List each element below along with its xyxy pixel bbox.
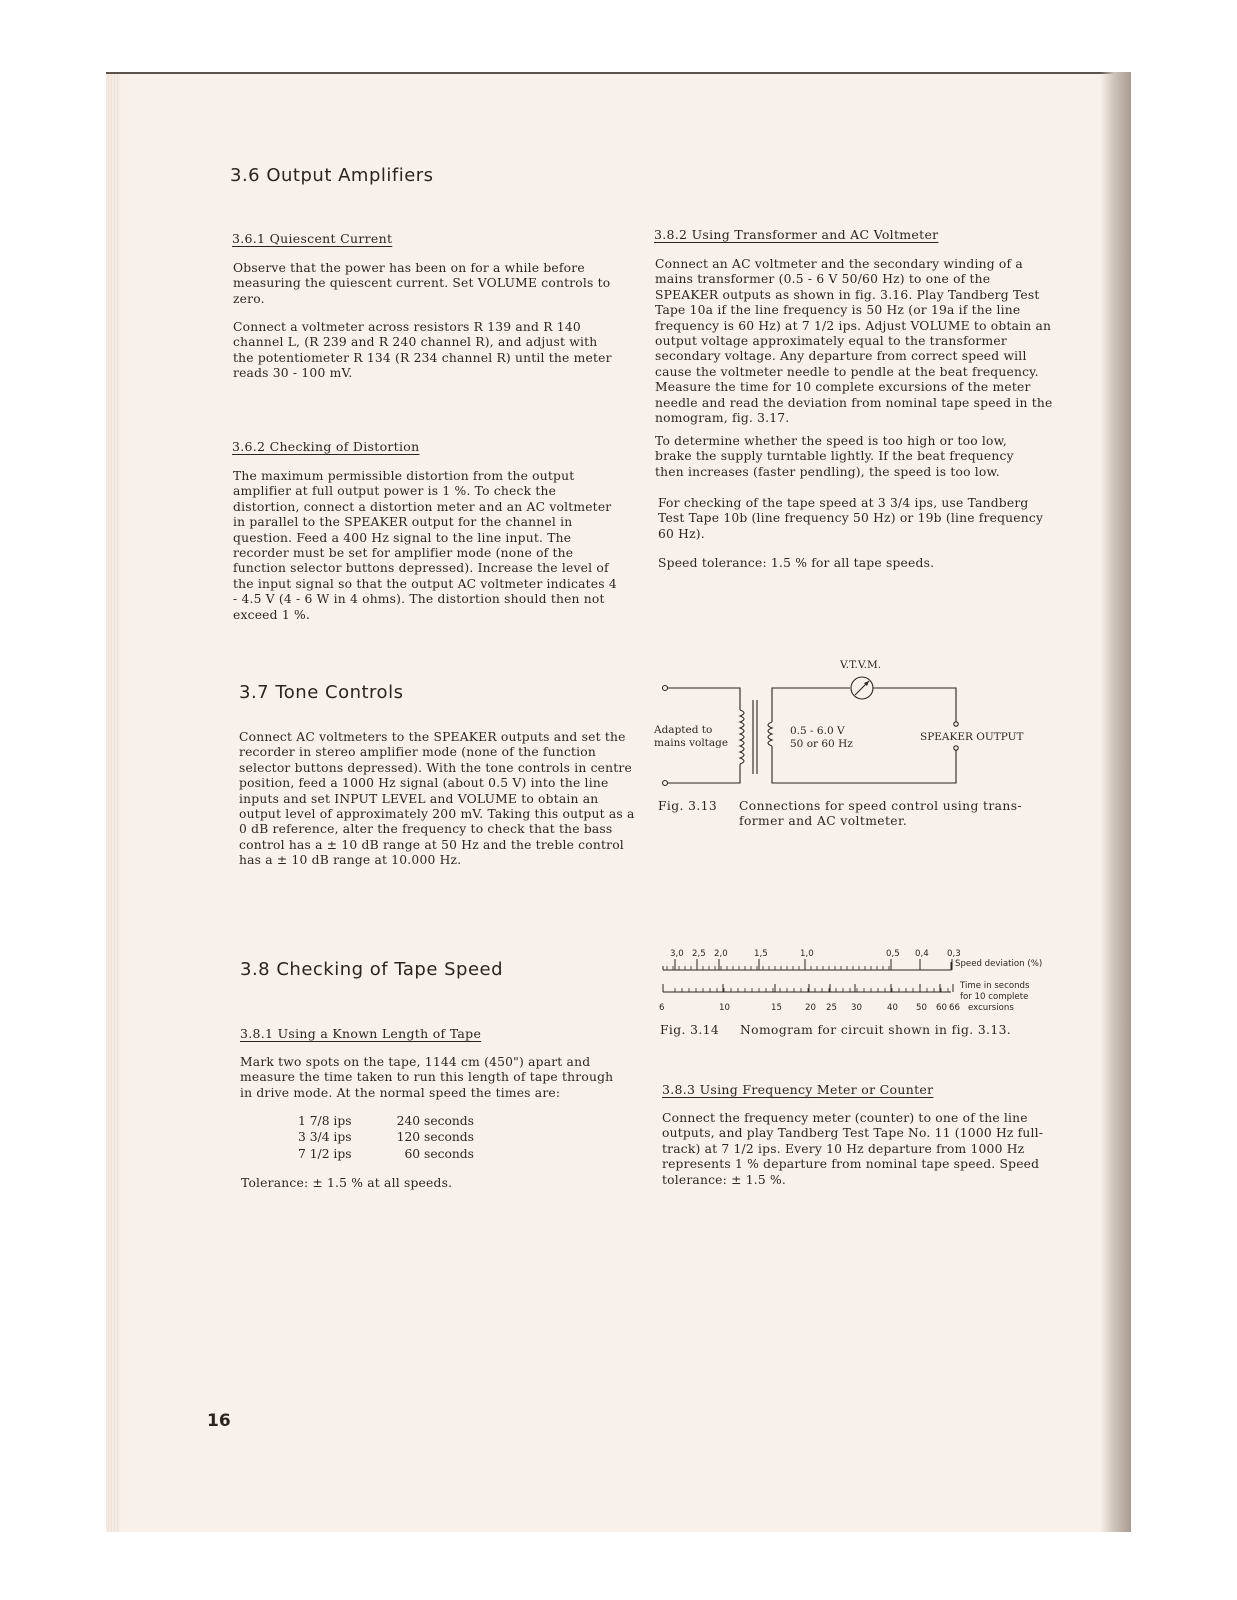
bottom-tick-label: 25 — [826, 1003, 837, 1013]
adapted-label-1: Adapted to — [654, 724, 713, 736]
input-terminal-top — [663, 686, 668, 691]
fig-3-13-caption-line1: Connections for speed control using trans- — [739, 799, 1022, 813]
paragraph-3-6-2: The maximum permissible distortion from the output amplifier at full output power is 1 %. To check the distortion, connect a distortion meter and an AC voltmeter in parallel to the SPEAKER output for the channel in question. Feed a 400 Hz signal to the line input. The recorder must be set for amplifier mode (none of the function selector buttons depressed). Increase the level of the input signal so that the output AC voltmeter indicates 4 - 4.5 V (4 - 6 W in 4 ohms). The distortion should then not exceed 1 %. — [233, 469, 617, 622]
speed-table — [298, 1114, 474, 1163]
fig-3-14-number: Fig. 3.14 — [660, 1023, 720, 1037]
primary-wire-top — [668, 688, 741, 710]
page-top-rule — [106, 72, 1131, 74]
bottom-tick-label: 6 — [659, 1003, 665, 1013]
output-terminal-top — [954, 722, 958, 726]
circuit-diagram — [650, 652, 1050, 797]
speed-cell: 3 3/4 ips — [298, 1130, 352, 1145]
speed-row — [298, 1114, 474, 1130]
page-edge — [106, 72, 120, 1532]
time-label-3: excursions — [968, 1003, 1014, 1013]
top-tick-label: 1,5 — [754, 949, 768, 959]
top-tick-label: 0,3 — [947, 949, 961, 959]
paragraph-3-8-3: Connect the frequency meter (counter) to one of the line outputs, and play Tandberg Test Tape No. 11 (1000 Hz full-track) at 7 1/2 ips. Every 10 Hz departure from 1000 Hz represents 1 % departure from nominal tape speed. Speed tolerance: ± 1.5 %. — [662, 1111, 1044, 1187]
primary-coil — [740, 710, 744, 764]
bottom-tick-label: 40 — [887, 1003, 898, 1013]
top-scale-line — [663, 962, 951, 970]
page-number: 16 — [207, 1411, 231, 1431]
fig-3-13-number: Fig. 3.13 — [658, 799, 718, 813]
time-cell: 120 seconds — [396, 1130, 474, 1145]
secondary-wire-bottom — [772, 746, 956, 783]
top-tick-label: 3,0 — [670, 949, 684, 959]
primary-wire-bottom — [668, 764, 741, 783]
top-tick-label: 0,4 — [915, 949, 929, 959]
bottom-tick-label: 15 — [771, 1003, 782, 1013]
bottom-tick-label: 66 — [949, 1003, 960, 1013]
voltage-label: 0.5 - 6.0 V — [790, 725, 845, 737]
input-terminal-bottom — [663, 781, 668, 786]
heading-3-7: 3.7 Tone Controls — [239, 682, 404, 703]
top-tick-label: 1,0 — [800, 949, 814, 959]
heading-3-8-1: 3.8.1 Using a Known Length of Tape — [240, 1026, 482, 1041]
bottom-tick-label: 10 — [719, 1003, 730, 1013]
paragraph-3-8-2-c: For checking of the tape speed at 3 3/4 ips, use Tandberg Test Tape 10b (line frequency 50 Hz) or 19b (line frequency 60 Hz). — [658, 496, 1044, 541]
paragraph-3-8-1: Mark two spots on the tape, 1144 cm (450") apart and measure the time taken to run this length of tape through in drive mode. At the normal speed the times are: — [240, 1055, 614, 1100]
paragraph-3-8-2-b: To determine whether the speed is too high or too low, brake the supply turntable lightly. If the beat frequency then increases (faster pendling), the speed is too low. — [655, 434, 1014, 479]
speed-cell: 1 7/8 ips — [298, 1114, 352, 1128]
nomogram — [655, 942, 1055, 1020]
speed-row — [298, 1130, 474, 1146]
heading-3-8: 3.8 Checking of Tape Speed — [240, 959, 504, 980]
speaker-output-label: SPEAKER OUTPUT — [920, 731, 1024, 743]
heading-3-8-2: 3.8.2 Using Transformer and AC Voltmeter — [654, 227, 939, 242]
paragraph-3-6-1-a: Observe that the power has been on for a while before measuring the quiescent current. Set VOLUME controls to zero. — [233, 261, 611, 306]
top-tick-label: 0,5 — [886, 949, 900, 959]
secondary-wire-top — [772, 688, 850, 722]
time-cell: 60 seconds — [404, 1146, 474, 1161]
speed-deviation-label: Speed deviation (%) — [955, 959, 1043, 969]
bottom-tick-label: 30 — [851, 1003, 862, 1013]
bottom-scale — [659, 984, 960, 1013]
secondary-coil — [768, 722, 772, 746]
frequency-label: 50 or 60 Hz — [790, 738, 853, 750]
output-wire-top — [873, 688, 956, 722]
top-tick-label: 2,5 — [692, 949, 706, 959]
paragraph-3-8-2-d: Speed tolerance: 1.5 % for all tape speeds. — [658, 556, 935, 570]
heading-3-6-1: 3.6.1 Quiescent Current — [232, 231, 393, 246]
tolerance-text: Tolerance: ± 1.5 % at all speeds. — [241, 1176, 453, 1190]
bottom-tick-label: 50 — [916, 1003, 927, 1013]
speed-cell: 7 1/2 ips — [298, 1146, 352, 1161]
binding-shadow — [1100, 72, 1131, 1532]
time-cell: 240 seconds — [396, 1114, 474, 1128]
heading-3-6: 3.6 Output Amplifiers — [230, 165, 434, 186]
output-terminal-bottom — [954, 746, 958, 750]
adapted-label-2: mains voltage — [654, 737, 729, 749]
paragraph-3-7: Connect AC voltmeters to the SPEAKER outputs and set the recorder in stereo amplifier mode (none of the function selector buttons depressed). With the tone controls in centre position, feed a 1000 Hz signal (about 0.5 V) into the line inputs and set INPUT LEVEL and VOLUME to obtain an output level of approximately 200 mV. Taking this output as a 0 dB reference, alter the frequency to check that the bass control has a ± 10 dB range at 50 Hz and the treble control has a ± 10 dB range at 10.000 Hz. — [239, 730, 635, 868]
paragraph-3-6-1-b: Connect a voltmeter across resistors R 139 and R 140 channel L, (R 239 and R 240 channel R), and adjust with the potentiometer R 134 (R 234 channel R) until the meter reads 30 - 100 mV. — [233, 320, 612, 381]
top-tick-label: 2,0 — [714, 949, 728, 959]
paragraph-3-8-2-a: Connect an AC voltmeter and the secondary winding of a mains transformer (0.5 - 6 V 50/60 Hz) to one of the SPEAKER outputs as shown in fig. 3.16. Play Tandberg Test Tape 10a if the line frequency is 50 Hz (or 19a if the line frequency is 60 Hz) at 7 1/2 ips. Adjust VOLUME to obtain an output voltage approximately equal to the transformer secondary voltage. Any departure from correct speed will cause the voltmeter needle to pendle at the beat frequency. Measure the time for 10 complete excursions of the meter needle and read the deviation from nominal tape speed in the nomogram, fig. 3.17. — [655, 257, 1053, 426]
bottom-tick-label: 20 — [805, 1003, 816, 1013]
time-label-1: Time in seconds — [960, 981, 1030, 991]
time-label-2: for 10 complete — [960, 992, 1029, 1002]
bottom-tick-label: 60 — [936, 1003, 947, 1013]
heading-3-8-3: 3.8.3 Using Frequency Meter or Counter — [662, 1082, 934, 1097]
top-scale — [663, 949, 961, 970]
fig-3-13-caption-line2: former and AC voltmeter. — [739, 814, 908, 828]
vtvm-label: V.T.V.M. — [840, 659, 882, 671]
fig-3-14-caption: Nomogram for circuit shown in fig. 3.13. — [740, 1023, 1012, 1037]
heading-3-6-2: 3.6.2 Checking of Distortion — [232, 439, 420, 454]
speed-row — [298, 1147, 474, 1163]
